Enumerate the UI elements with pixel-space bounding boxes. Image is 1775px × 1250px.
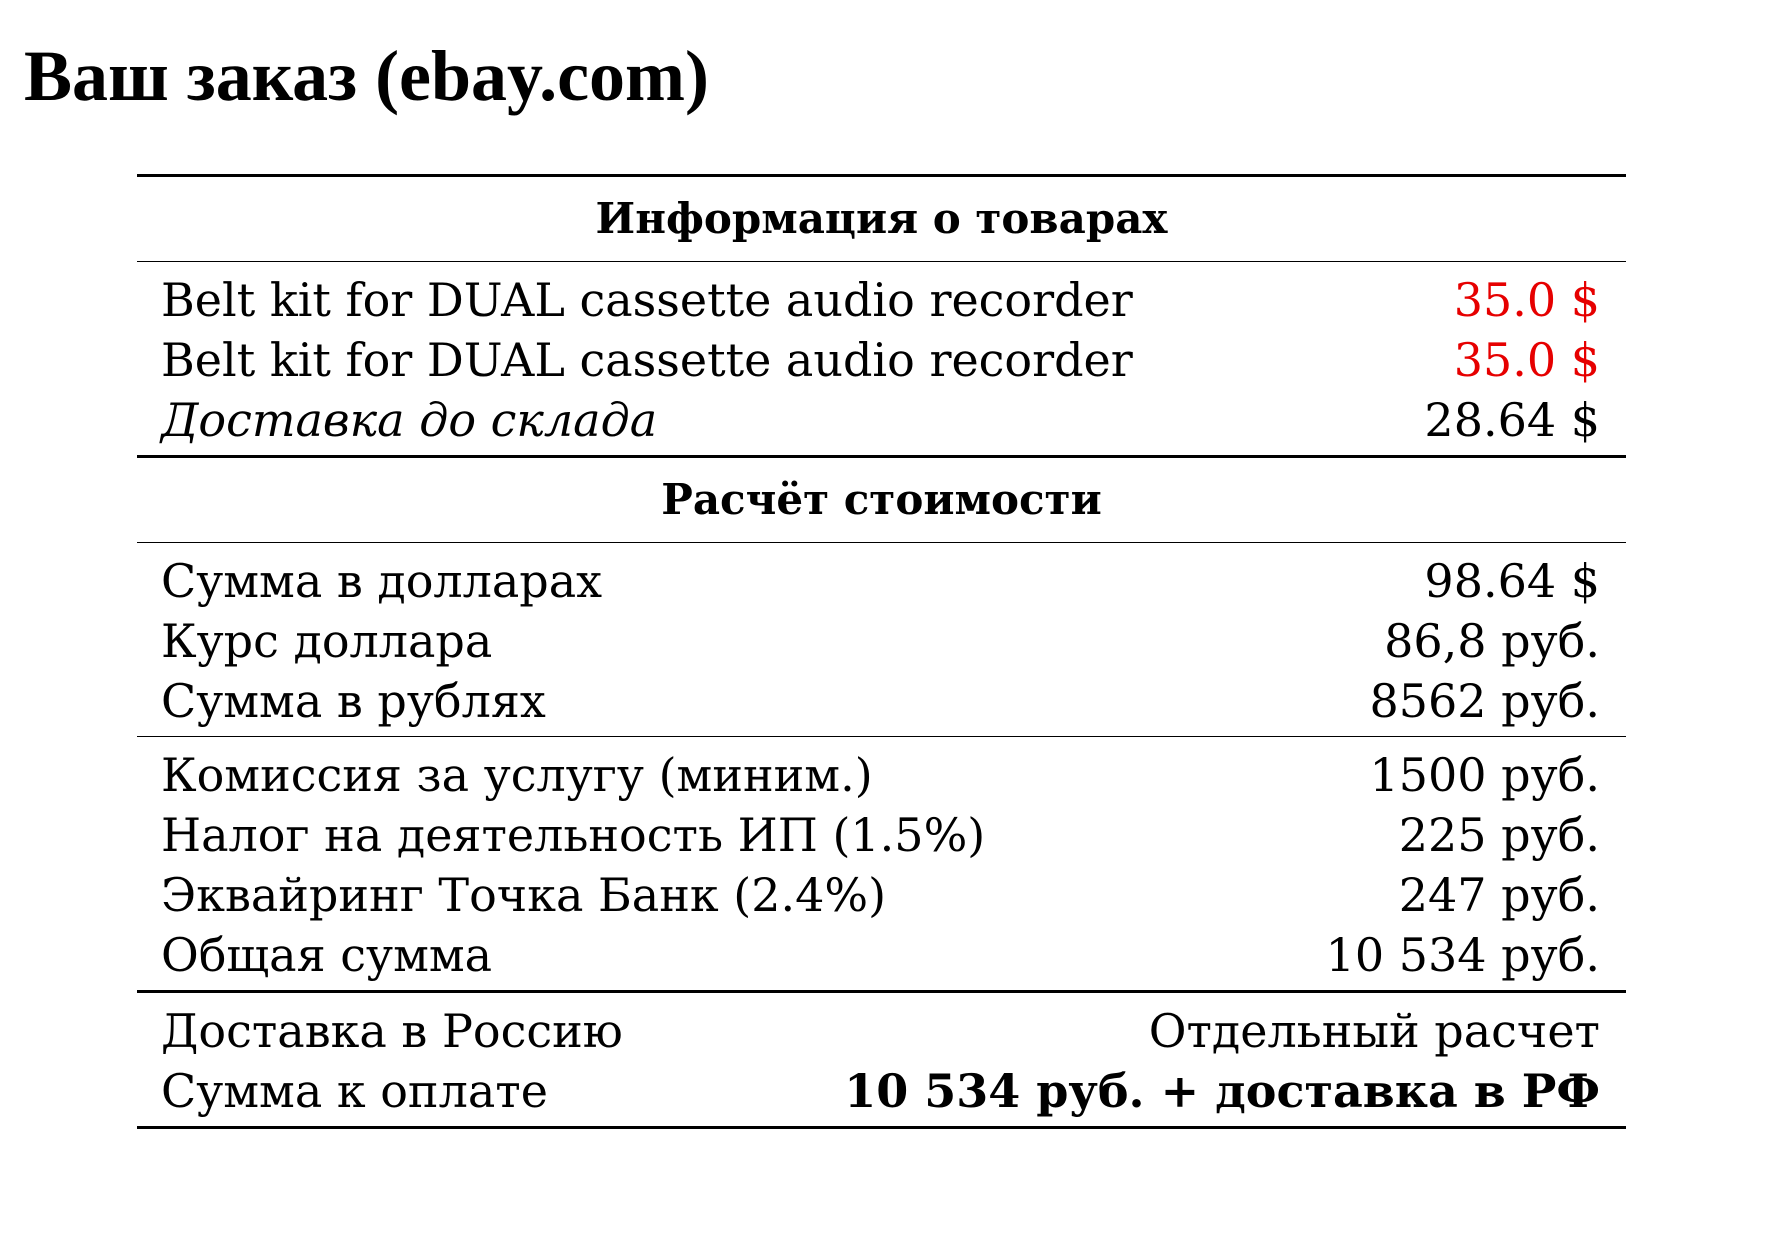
product-name: Belt kit for DUAL cassette audio recorder (161, 273, 1133, 327)
order-table (137, 174, 1626, 1129)
usd-sum-label: Сумма в долларах (161, 554, 603, 608)
acquiring-label: Эквайринг Точка Банк (2.4%) (161, 868, 887, 922)
cost-heading: Расчёт стоимости (661, 475, 1102, 524)
service-fee-row (137, 745, 1626, 805)
product-name: Belt kit for DUAL cassette audio recorder (161, 333, 1133, 387)
service-fee-label: Комиссия за услугу (миним.) (161, 748, 873, 802)
warehouse-shipping-label: Доставка до склада (161, 393, 658, 447)
product-row (137, 270, 1626, 330)
service-fee-value: 1500 руб. (1369, 748, 1600, 802)
bottom-rule (137, 1126, 1626, 1129)
final-rows (137, 993, 1626, 1126)
tax-row (137, 805, 1626, 865)
fees-rows (137, 737, 1626, 990)
russia-shipping-label: Доставка в Россию (161, 1004, 623, 1058)
product-price: 35.0 $ (1453, 273, 1600, 327)
acquiring-row (137, 865, 1626, 925)
products-heading: Информация о товарах (595, 194, 1168, 243)
usd-sum-row (137, 551, 1626, 611)
amount-due-value: 10 534 руб. + доставка в РФ (844, 1064, 1600, 1118)
amount-due-label: Сумма к оплате (161, 1064, 548, 1118)
rub-sum-label: Сумма в рублях (161, 674, 546, 728)
exchange-rate-row (137, 611, 1626, 671)
exchange-rate-label: Курс доллара (161, 614, 493, 668)
usd-sum-value: 98.64 $ (1424, 554, 1600, 608)
rub-sum-value: 8562 руб. (1369, 674, 1600, 728)
tax-label: Налог на деятельность ИП (1.5%) (161, 808, 986, 862)
product-price: 35.0 $ (1453, 333, 1600, 387)
total-row (137, 925, 1626, 985)
russia-shipping-value: Отдельный расчет (1148, 1004, 1600, 1058)
tax-value: 225 руб. (1398, 808, 1600, 862)
total-value: 10 534 руб. (1325, 928, 1600, 982)
amount-due-row (137, 1061, 1626, 1121)
acquiring-value: 247 руб. (1398, 868, 1600, 922)
russia-shipping-row (137, 1001, 1626, 1061)
product-row (137, 330, 1626, 390)
warehouse-shipping-value: 28.64 $ (1424, 393, 1600, 447)
warehouse-shipping-row (137, 390, 1626, 450)
conversion-rows (137, 543, 1626, 736)
exchange-rate-value: 86,8 руб. (1384, 614, 1600, 668)
rub-sum-row (137, 671, 1626, 731)
products-rows (137, 262, 1626, 455)
page-title: Ваш заказ (ebay.com) (24, 36, 709, 116)
total-label: Общая сумма (161, 928, 493, 982)
